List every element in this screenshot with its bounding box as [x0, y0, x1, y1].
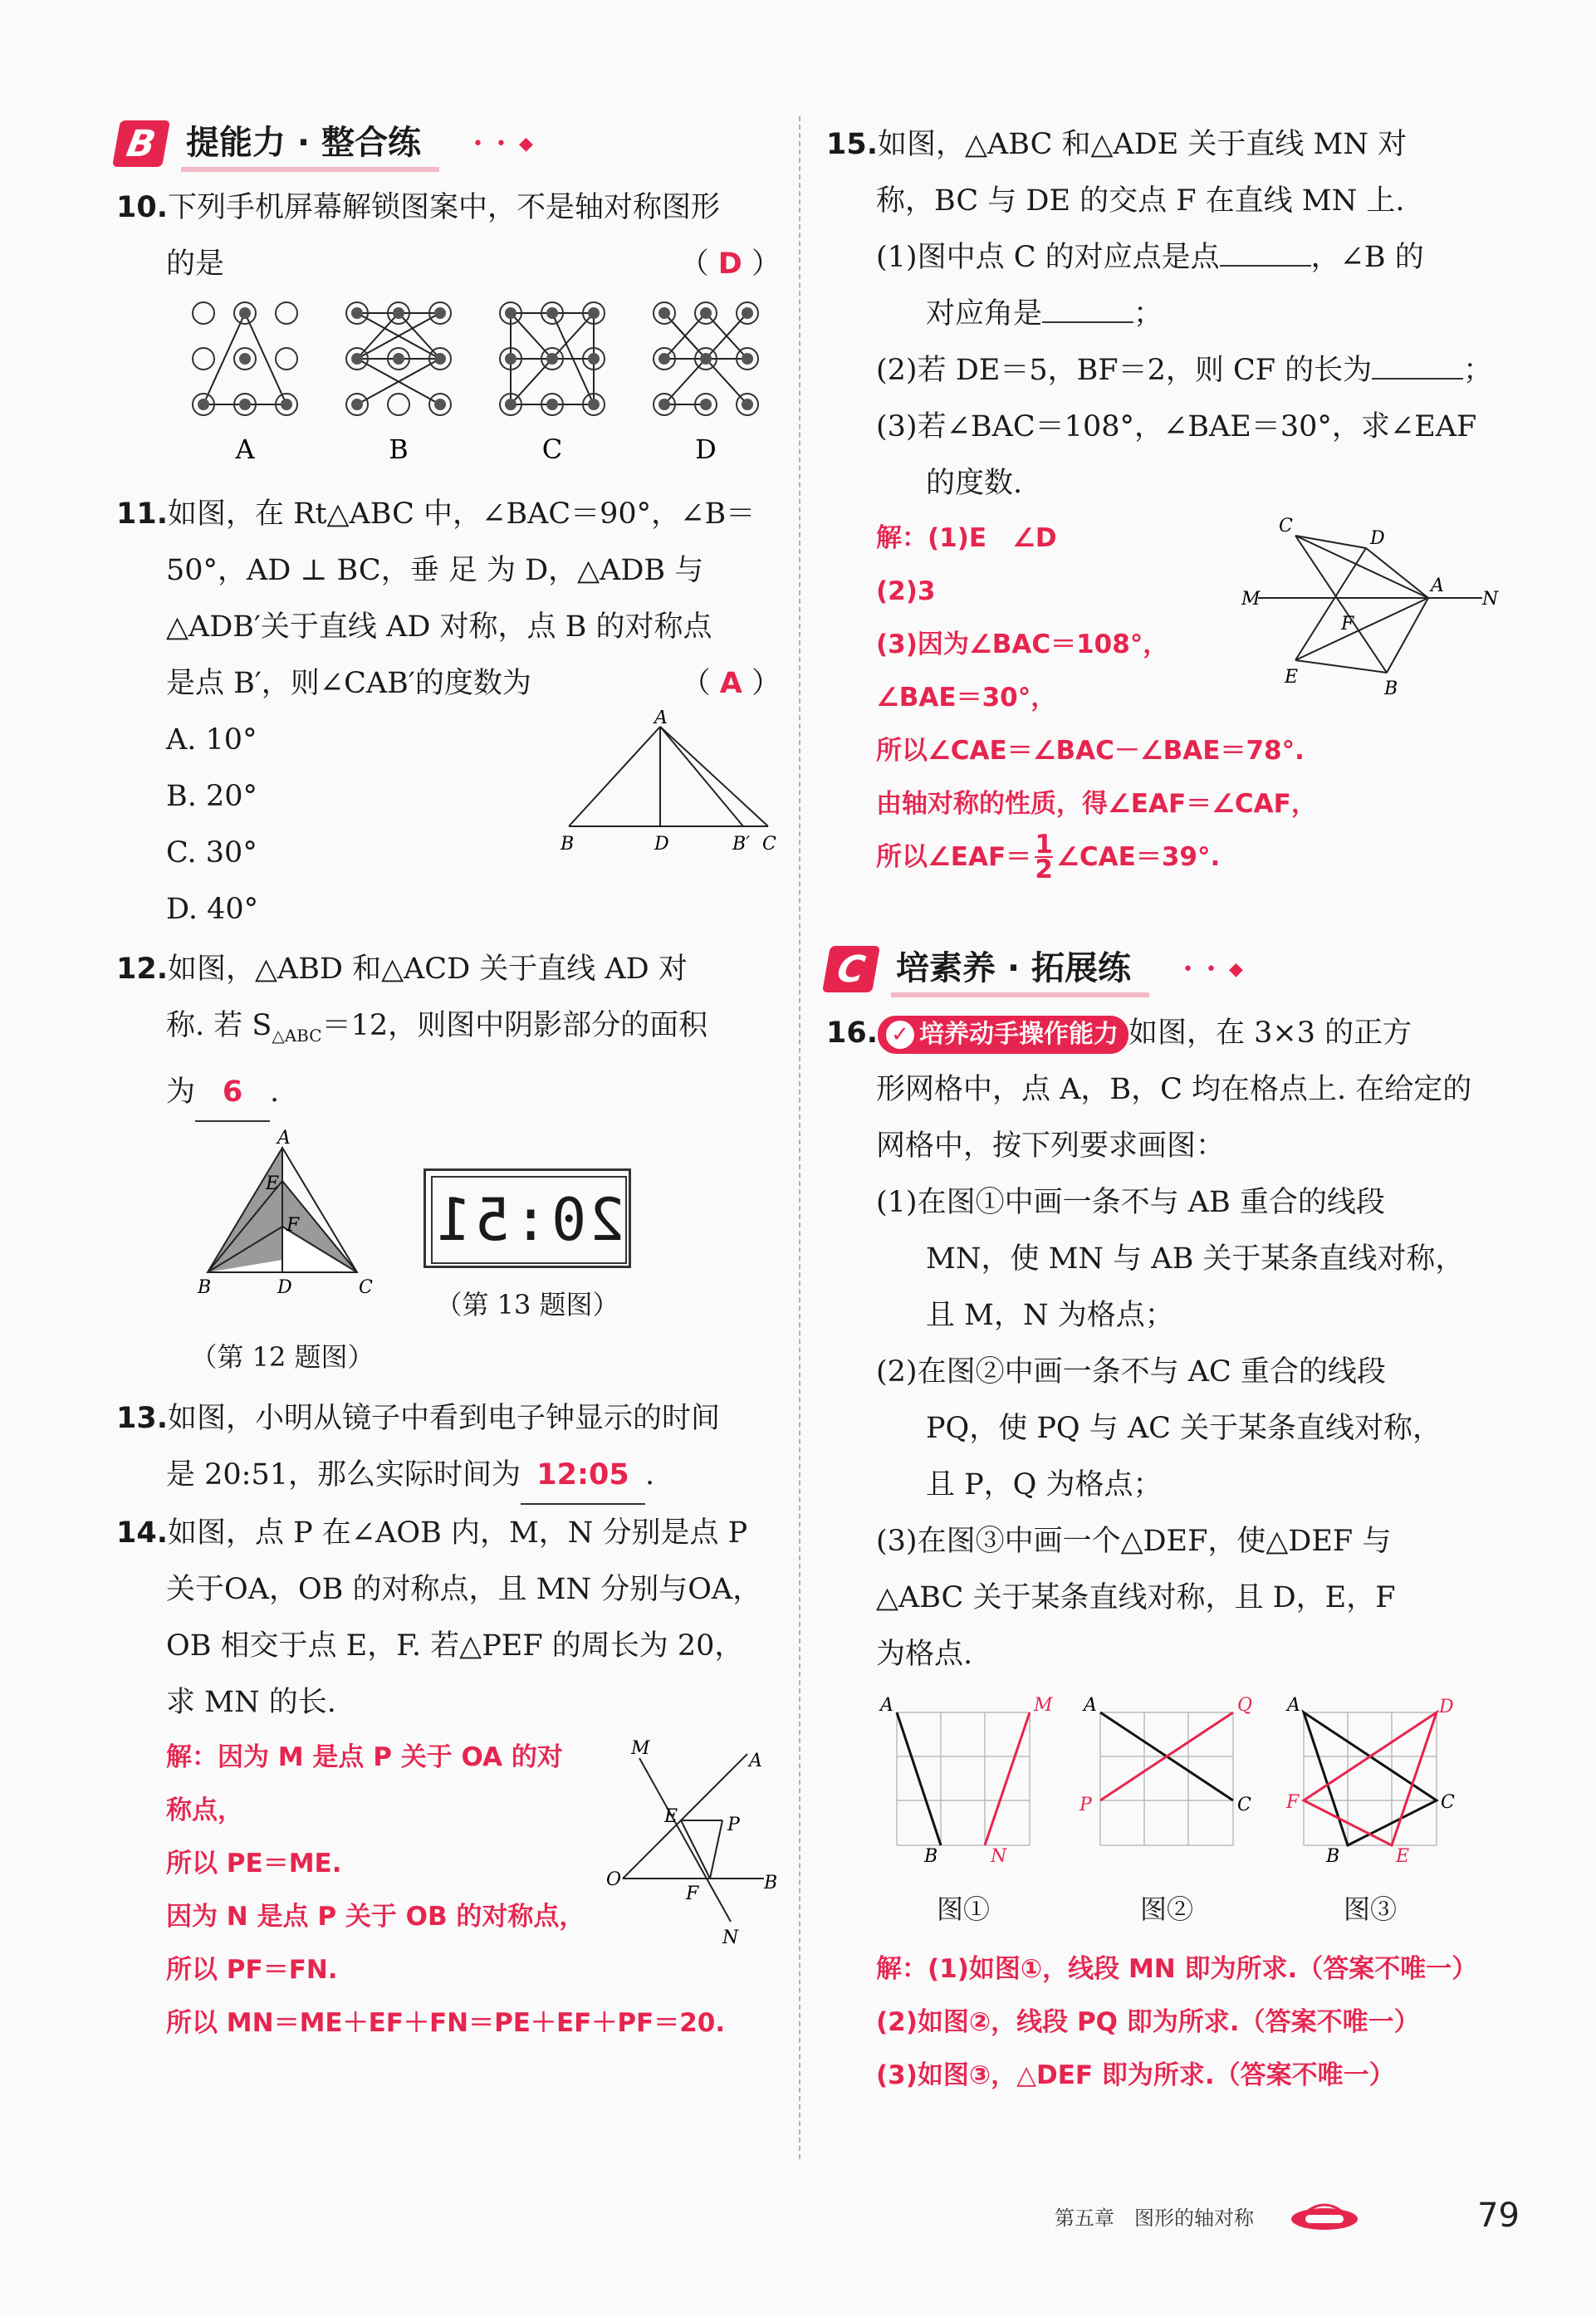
question-text: 是点 B′，则∠CAB′的度数为 [166, 667, 531, 700]
point-label: E [664, 1806, 678, 1827]
question-16 [826, 1005, 1491, 2102]
section-b-title: 提能力 · 整合练 [181, 116, 439, 172]
answer-paren: （ A ） [681, 667, 781, 700]
section-c-title: 培素养 · 拓展练 [891, 942, 1149, 997]
question-number: 14. [116, 1516, 169, 1550]
option-label: D [695, 434, 717, 465]
option: C. 30° [166, 836, 257, 869]
unlock-patterns-figure [116, 292, 781, 467]
pattern-d [654, 302, 758, 465]
point-label: C [1237, 1795, 1251, 1815]
question-text: 对应角是 [926, 297, 1043, 331]
solution-line: 解：(1)E ∠D [876, 523, 1057, 553]
question-number: 13. [116, 1402, 169, 1435]
question-text: (3)在图③中画一个△DEF，使△DEF 与 [876, 1525, 1392, 1558]
grid-figure-1 [868, 1688, 1059, 1937]
solution-line: 所以∠EAF＝ [876, 842, 1032, 872]
solution-line: 因为 N 是点 P 关于 OB 的对称点， [166, 1902, 585, 1932]
answer-choice: D [717, 247, 742, 281]
point-label: A [1084, 1695, 1097, 1716]
question-text: 如图，△ABC 和△ADE 关于直线 MN 对 [878, 128, 1408, 161]
question-text: 如图，在 3×3 的正方 [1128, 1016, 1412, 1050]
point-label: B [198, 1277, 212, 1298]
question-text: 下列手机屏幕解锁图案中，不是轴对称图形 [168, 191, 721, 224]
point-label: C [359, 1277, 373, 1298]
question-text: 如图，点 P 在∠AOB 内，M，N 分别是点 P [168, 1516, 748, 1550]
figure-13 [423, 1127, 673, 1385]
point-label: A [654, 710, 668, 728]
question-text: (2)在图②中画一条不与 AC 重合的线段 [876, 1355, 1386, 1389]
point-label: C [762, 834, 776, 855]
point-label: A [749, 1751, 762, 1771]
answer-paren: （ D ） [679, 247, 781, 281]
question-text: 为 [166, 1075, 196, 1109]
question-text: 称，BC 与 DE 的交点 F 在直线 MN 上. [876, 184, 1405, 218]
question-text: 网格中，按下列要求画图： [876, 1129, 1226, 1163]
point-label: E [1396, 1846, 1410, 1862]
question-text: 称. 若 S [166, 1009, 272, 1042]
answer-choice: A [719, 667, 742, 700]
point-label: F [686, 1883, 699, 1904]
numerator: 1 [1035, 830, 1053, 860]
question-text: MN，使 MN 与 AB 关于某条直线对称， [926, 1242, 1465, 1276]
point-label: C [1441, 1792, 1455, 1813]
section-dots: • • ◆ [1182, 958, 1246, 980]
point-label: N [722, 1928, 739, 1948]
answer-fill: 6 [222, 1075, 243, 1109]
point-label: E [266, 1173, 280, 1194]
page-number: 79 [1477, 2197, 1520, 2235]
question-text: 是 20:51，那么实际时间为 [166, 1458, 521, 1492]
subscript: △ABC [272, 1026, 322, 1046]
question-text: ； [1133, 297, 1163, 331]
grid-figure-3 [1275, 1688, 1466, 1937]
question-text: 且 M，N 为格点； [926, 1299, 1174, 1332]
solution-line: 所以 PF＝FN. [166, 1955, 338, 1985]
point-label: A [1287, 1695, 1300, 1716]
section-c-header [826, 942, 1491, 997]
grid-figures [826, 1688, 1491, 1937]
left-column [116, 116, 781, 2050]
option-label: A [235, 434, 255, 465]
point-label: A [1431, 576, 1444, 596]
point-label: B [1326, 1846, 1340, 1862]
question-text: 的度数. [926, 467, 1023, 500]
question-text: ，∠B 的 [1310, 241, 1424, 274]
denominator: 2 [1035, 855, 1053, 884]
point-label: B [924, 1846, 938, 1862]
option: D. 40° [166, 893, 259, 926]
point-label: B [1384, 678, 1398, 699]
question-text: ＝12，则图中阴影部分的面积 [321, 1009, 708, 1042]
answer-fill: 12:05 [536, 1458, 629, 1492]
solution-line: 所以 PE＝ME. [166, 1849, 342, 1879]
question-14 [116, 1505, 781, 2050]
grid-3 [1275, 1688, 1466, 1862]
figure-caption: 图② [1139, 1893, 1193, 1925]
question-number: 16. [826, 1016, 879, 1050]
question-number: 12. [116, 953, 169, 986]
point-label: P [1080, 1795, 1092, 1815]
question-text: 如图，△ABD 和△ACD 关于直线 AD 对 [168, 953, 688, 986]
point-label: D [277, 1277, 292, 1298]
angle-aob-figure [606, 1737, 781, 1953]
option-label: C [541, 434, 563, 465]
question-text: 50°，AD ⊥ BC，垂 足 为 D，△ADB 与 [166, 554, 704, 587]
solution-line: (2)如图②，线段 PQ 即为所求.（答案不唯一） [876, 2007, 1420, 2037]
question-text: PQ，使 PQ 与 AC 关于某条直线对称， [926, 1412, 1442, 1445]
question-11 [116, 486, 781, 938]
question-text: 关于OA，OB 的对称点，且 MN 分别与OA， [166, 1573, 762, 1606]
point-label: O [606, 1869, 622, 1890]
question-text: 的是 [166, 247, 225, 281]
chapter-title: 第五章 图形的轴对称 [1055, 2206, 1254, 2230]
point-label: B [764, 1873, 778, 1893]
solution-line: 由轴对称的性质，得∠EAF＝∠CAF， [876, 789, 1317, 819]
point-label: F [1286, 1792, 1300, 1813]
section-b-letter: B [112, 120, 170, 167]
question-text: 求 MN 的长. [166, 1686, 336, 1719]
point-label: E [1285, 667, 1299, 688]
section-c-letter: C [822, 946, 880, 992]
pattern-a [193, 302, 297, 465]
figure-12 [174, 1127, 390, 1385]
point-label: F [1341, 614, 1354, 634]
point-label: B′ [732, 834, 751, 855]
solution-line: (2)3 [876, 576, 936, 606]
skill-tag-text: 培养动手操作能力 [919, 1019, 1119, 1049]
point-label: N [1482, 589, 1499, 610]
question-text: △ADB′关于直线 AD 对称，点 B 的对称点 [166, 610, 712, 644]
digital-clock [423, 1168, 631, 1268]
point-label: B [561, 834, 575, 855]
question-text: 如图，小明从镜子中看到电子钟显示的时间 [168, 1402, 721, 1435]
publisher-logo-icon [1287, 2199, 1362, 2232]
solution-line: ∠CAE＝39°. [1056, 842, 1221, 872]
point-label: F [286, 1215, 300, 1236]
section-b-header [116, 116, 781, 171]
question-text: (2)若 DE＝5，BF＝2，则 CF 的长为 [876, 354, 1373, 387]
question-text: (1)在图①中画一条不与 AB 重合的线段 [876, 1186, 1385, 1219]
clock-digits: 20:51 [431, 1176, 627, 1264]
skill-tag [878, 1016, 1128, 1054]
question-13 [116, 1390, 781, 1505]
fraction [1035, 830, 1053, 884]
figure-caption: 图③ [1343, 1893, 1397, 1925]
check-icon: ✓ [886, 1021, 914, 1049]
figure-caption: 图① [936, 1893, 990, 1925]
point-label: P [727, 1815, 740, 1835]
question-number: 15. [826, 128, 879, 161]
column-divider [799, 116, 800, 2159]
question-text: ； [1463, 354, 1493, 387]
option: B. 20° [166, 780, 258, 813]
question-text: OB 相交于点 E，F. 若△PEF 的周长为 20， [166, 1629, 744, 1663]
point-label: M [1034, 1695, 1053, 1716]
question-text: 如图，在 Rt△ABC 中，∠BAC＝90°，∠B＝ [168, 497, 756, 531]
solution-line: ∠BAE＝30°， [876, 683, 1057, 713]
punct: . [270, 1075, 280, 1109]
grid-2 [1071, 1688, 1262, 1862]
solution-line: (3)因为∠BAC＝108°， [876, 629, 1169, 659]
solution-line: 称点， [166, 1795, 243, 1825]
solution-line: (3)如图③，△DEF 即为所求.（答案不唯一） [876, 2060, 1395, 2090]
option-label: B [389, 434, 409, 465]
point-label: D [654, 834, 669, 855]
solution-line: 解：(1)如图①，线段 MN 即为所求.（答案不唯一） [876, 1954, 1478, 1984]
grid-figure-2 [1071, 1688, 1262, 1937]
point-label: C [1279, 516, 1293, 536]
question-text: 为格点. [876, 1638, 973, 1671]
solution-line: 所以∠CAE＝∠BAC－∠BAE＝78°. [876, 736, 1305, 766]
point-label: Q [1237, 1695, 1253, 1716]
point-label: D [1439, 1697, 1454, 1717]
figure-caption: （第 13 题图） [435, 1289, 619, 1320]
question-text: 且 P，Q 为格点； [926, 1468, 1163, 1501]
pattern-b [346, 302, 451, 465]
question-number: 10. [116, 191, 169, 224]
question-10 [116, 179, 781, 486]
point-label: M [631, 1738, 650, 1759]
question-text: △ABC 关于某条直线对称，且 D，E，F [876, 1581, 1396, 1614]
question-number: 11. [116, 497, 169, 531]
solution-line: 所以 MN＝ME＋EF＋FN＝PE＋EF＋PF＝20. [166, 2008, 726, 2038]
question-12 [116, 941, 781, 1385]
pattern-c [500, 302, 605, 465]
shaded-triangle-figure [174, 1127, 390, 1310]
triangle-abc-figure [556, 710, 781, 860]
question-text: (1)图中点 C 的对应点是点 [876, 241, 1220, 274]
question-text: (3)若∠BAC＝108°，∠BAE＝30°，求∠EAF [876, 410, 1477, 443]
right-column [826, 116, 1499, 2102]
question-15 [826, 116, 1499, 884]
punct: . [645, 1458, 655, 1492]
point-label: D [1370, 528, 1385, 549]
section-dots: • • ◆ [472, 133, 536, 154]
point-label: N [991, 1846, 1007, 1862]
point-label: A [277, 1128, 291, 1149]
solution-16 [826, 1942, 1491, 2102]
page-footer [1055, 2197, 1520, 2235]
point-label: A [880, 1695, 893, 1716]
figure-caption: （第 12 题图） [190, 1341, 375, 1373]
point-label: M [1241, 589, 1261, 610]
symmetric-triangles-figure [1241, 507, 1499, 706]
question-text: 形网格中，点 A，B，C 均在格点上. 在给定的 [876, 1073, 1472, 1106]
grid-1 [868, 1688, 1059, 1862]
solution-line: 解：因为 M 是点 P 关于 OA 的对 [166, 1742, 563, 1772]
option: A. 10° [166, 723, 257, 757]
